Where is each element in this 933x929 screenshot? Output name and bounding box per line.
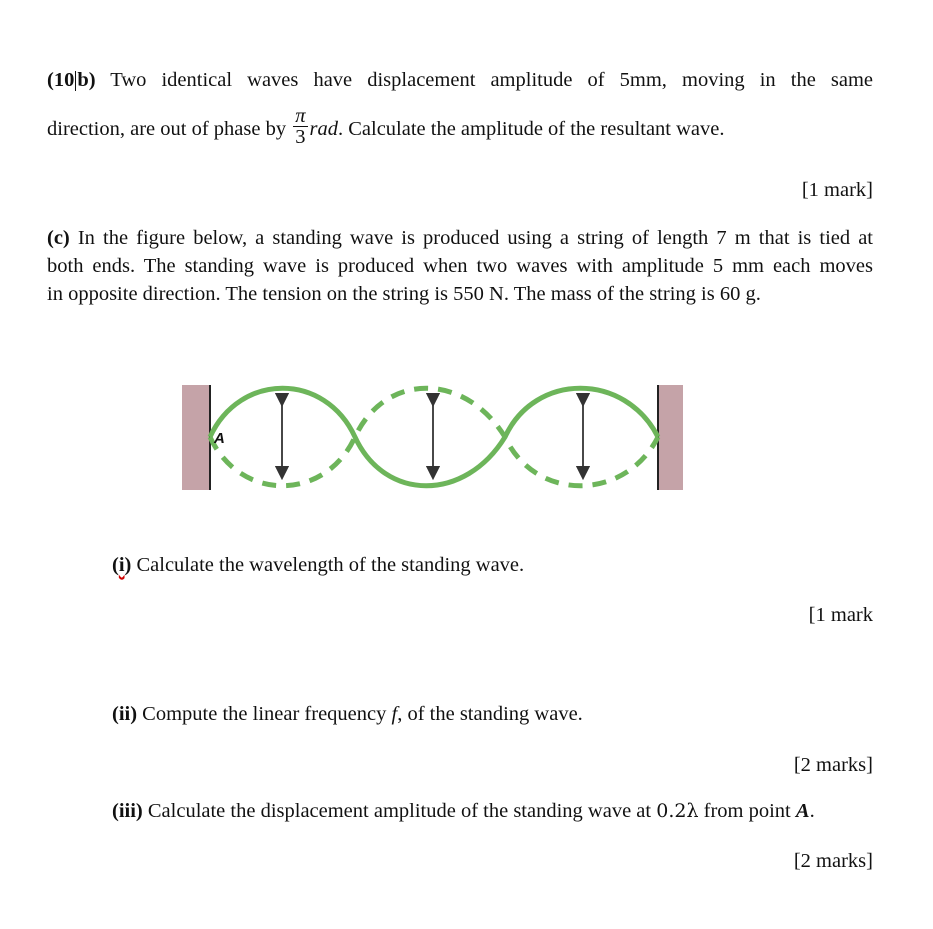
fraction-denominator: 3: [295, 126, 306, 148]
qii-text-pre: Compute the linear frequency: [137, 703, 392, 725]
standing-wave-svg: [175, 375, 695, 505]
qi-marks: [1 mark: [808, 604, 873, 626]
qiii-text-mid: from point: [698, 800, 796, 822]
right-wall: [658, 385, 683, 490]
fraction-numerator: π: [295, 105, 306, 127]
left-wall: [182, 385, 210, 490]
qiii-text-post: .: [809, 800, 815, 822]
phase-fraction: [293, 106, 307, 147]
q10b-line1: [47, 66, 873, 94]
q10b-line2: [47, 105, 725, 151]
qiii-text-pre: Calculate the displacement amplitude of the standing wave at: [142, 800, 657, 822]
qiii-point: A: [795, 800, 810, 822]
standing-wave-figure: [175, 375, 695, 505]
qii-marks: [2 marks]: [793, 754, 873, 776]
point-a-label: A: [214, 430, 225, 447]
qiii-line: [112, 797, 815, 825]
qii-text-post: , of the standing wave.: [397, 703, 583, 725]
q10b-line1-text: Two identical waves have displacement amplitude of 5mm, moving in the same: [95, 69, 873, 91]
qc-label: (c): [47, 227, 70, 249]
qc-line2: both ends. The standing wave is produced when two waves with amplitude 5 mm each moves: [47, 255, 873, 277]
q10b-line2-pre: direction, are out of phase by: [47, 118, 287, 141]
frequency-symbol: f: [391, 703, 398, 725]
unit-rad: rad: [309, 118, 338, 141]
q10b-line2-post: . Calculate the amplitude of the resultant wave.: [337, 118, 725, 141]
q10b-marks: [1 mark]: [801, 179, 873, 201]
qii-line: [112, 700, 583, 728]
wave-dashed: [210, 388, 658, 486]
qc-line1: [47, 224, 873, 252]
qc-line3: in opposite direction. The tension on the string is 550 N. The mass of the string is 60 g.: [47, 283, 761, 305]
qc-line1-text: In the figure below, a standing wave is produced using a string of length 7 m that is tied at: [69, 227, 873, 249]
qiii-value: 0.2λ: [656, 800, 699, 822]
qiii-label: (iii): [112, 800, 143, 822]
qi-line: [112, 551, 524, 579]
wave-solid: [210, 388, 658, 486]
q10b-label: (10 b): [47, 69, 96, 91]
qi-label: (i): [112, 554, 132, 576]
qi-text: Calculate the wavelength of the standing wave.: [131, 554, 525, 576]
qiii-marks: [2 marks]: [793, 850, 873, 872]
qii-label: (ii): [112, 703, 138, 725]
